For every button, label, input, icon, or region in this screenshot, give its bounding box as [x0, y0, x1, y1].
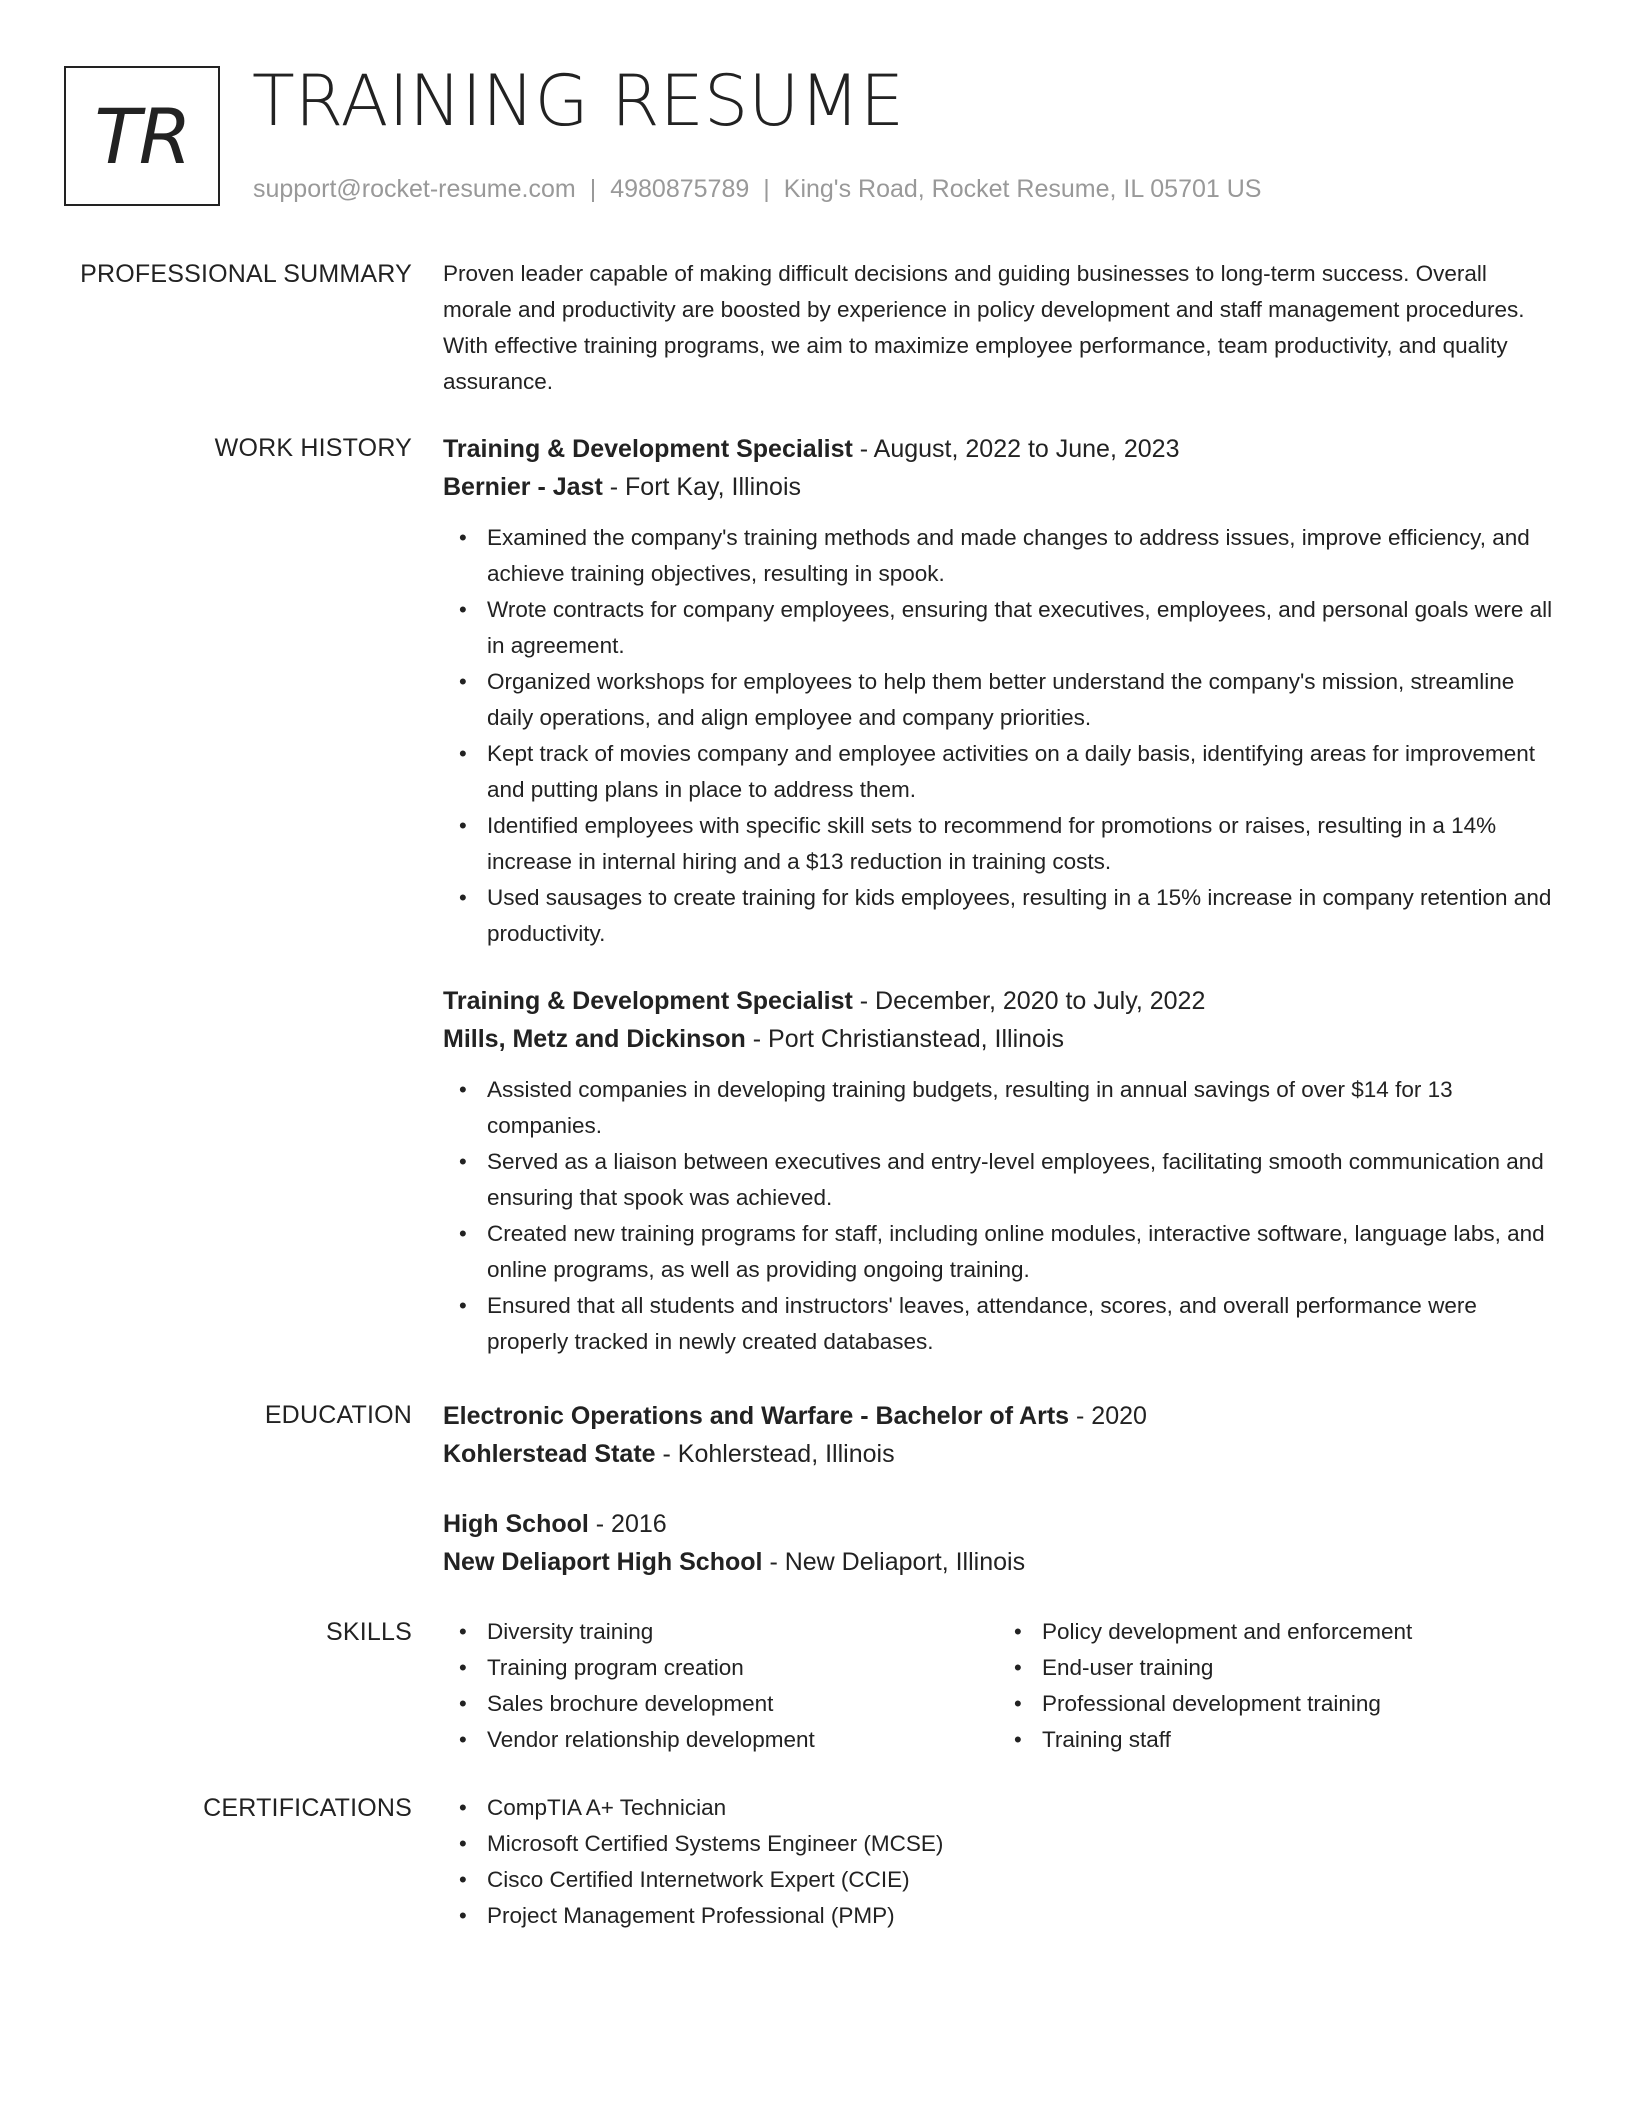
list-item: • Cisco Certified Internetwork Expert (CCIE): [487, 1862, 1553, 1898]
summary-body: [443, 256, 1553, 400]
school-location: - New Deliaport, Illinois: [769, 1548, 1026, 1576]
degree-line: [443, 1505, 1553, 1543]
job-company: Mills, Metz and Dickinson: [443, 1025, 746, 1053]
list-item: • End-user training: [1042, 1650, 1553, 1686]
job-bullets: [443, 520, 1553, 952]
list-item: • Training staff: [1042, 1722, 1553, 1758]
job-entry: [443, 982, 1553, 1360]
certifications-list: [443, 1790, 1553, 1934]
job-company-line: [443, 468, 1553, 506]
degree-year: - 2020: [1076, 1402, 1147, 1430]
summary-text: Proven leader capable of making difficult decisions and guiding businesses to long-term success. Overall morale and productivity are boosted by experience in policy development and staff management procedures. With effective training programs, we aim to maximize employee performance, team productivity, and quality assurance.: [443, 261, 1525, 394]
contact-address: King's Road, Rocket Resume, IL 05701 US: [783, 175, 1262, 203]
contact-separator: |: [763, 175, 770, 203]
list-item: • Microsoft Certified Systems Engineer (MCSE): [487, 1826, 1553, 1862]
list-item: • Professional development training: [1042, 1686, 1553, 1722]
list-item: • Examined the company's training methods and made changes to address issues, improve efficiency, and achieve training objectives, resulting in spook.: [487, 520, 1553, 592]
list-item: • Sales brochure development: [487, 1686, 998, 1722]
job-title: Training & Development Specialist: [443, 435, 853, 463]
work-history-body: [443, 430, 1553, 1360]
list-item: • CompTIA A+ Technician: [487, 1790, 1553, 1826]
school-line: [443, 1543, 1553, 1581]
education-entry: [443, 1505, 1553, 1581]
list-item: • Training program creation: [487, 1650, 998, 1686]
job-title: Training & Development Specialist: [443, 987, 853, 1015]
monogram-box: [64, 66, 220, 206]
contact-line: [253, 172, 1261, 206]
school-name: Kohlerstead State: [443, 1440, 656, 1468]
list-item: • Identified employees with specific skill sets to recommend for promotions or raises, resulting in a 14% increase in internal hiring and a $13 reduction in training costs.: [487, 808, 1553, 880]
job-dates: - August, 2022 to June, 2023: [859, 435, 1180, 463]
section-label-certifications: CERTIFICATIONS: [203, 1794, 412, 1822]
list-item: • Served as a liaison between executives and entry-level employees, facilitating smooth communication and ensuring that spook was achieved.: [487, 1144, 1553, 1216]
degree-name: Electronic Operations and Warfare - Bachelor of Arts: [443, 1402, 1070, 1430]
section-label-work-history: WORK HISTORY: [214, 434, 412, 462]
education-entry: [443, 1397, 1553, 1473]
school-line: [443, 1435, 1553, 1473]
job-dates: - December, 2020 to July, 2022: [859, 987, 1206, 1015]
contact-phone[interactable]: 4980875789: [610, 175, 750, 203]
section-label-skills: SKILLS: [326, 1618, 412, 1646]
list-item: • Wrote contracts for company employees, ensuring that executives, employees, and personal goals were all in agreement.: [487, 592, 1553, 664]
list-item: • Organized workshops for employees to help them better understand the company's mission, streamline daily operations, and align employee and company priorities.: [487, 664, 1553, 736]
skills-list-right: [998, 1614, 1553, 1758]
school-name: New Deliaport High School: [443, 1548, 763, 1576]
job-company-line: [443, 1020, 1553, 1058]
skills-body: [443, 1614, 1553, 1758]
job-title-line: [443, 430, 1553, 468]
school-location: - Kohlerstead, Illinois: [662, 1440, 895, 1468]
degree-line: [443, 1397, 1553, 1435]
job-bullets: [443, 1072, 1553, 1360]
job-company: Bernier - Jast: [443, 473, 603, 501]
skills-list-left: [443, 1614, 998, 1758]
list-item: • Used sausages to create training for kids employees, resulting in a 15% increase in company retention and productivity.: [487, 880, 1553, 952]
list-item: • Kept track of movies company and employee activities on a daily basis, identifying areas for improvement and putting plans in place to address them.: [487, 736, 1553, 808]
list-item: • Diversity training: [487, 1614, 998, 1650]
list-item: • Assisted companies in developing training budgets, resulting in annual savings of over $14 for 13 companies.: [487, 1072, 1553, 1144]
job-title-line: [443, 982, 1553, 1020]
contact-email[interactable]: support@rocket-resume.com: [253, 175, 576, 203]
degree-year: - 2016: [595, 1510, 667, 1538]
resume-title: TRAINING RESUME: [252, 60, 905, 142]
monogram-initials: TR: [94, 91, 190, 181]
list-item: • Policy development and enforcement: [1042, 1614, 1553, 1650]
list-item: • Created new training programs for staff, including online modules, interactive software, language labs, and online programs, as well as providing ongoing training.: [487, 1216, 1553, 1288]
degree-name: High School: [443, 1510, 589, 1538]
job-location: - Fort Kay, Illinois: [609, 473, 801, 501]
certifications-body: [443, 1790, 1553, 1934]
contact-separator: |: [589, 175, 597, 203]
job-entry: [443, 430, 1553, 952]
education-body: [443, 1397, 1553, 1581]
job-location: - Port Christianstead, Illinois: [752, 1025, 1065, 1053]
section-label-education: EDUCATION: [264, 1401, 412, 1429]
list-item: • Ensured that all students and instructors' leaves, attendance, scores, and overall performance were properly tracked in newly created databases.: [487, 1288, 1553, 1360]
list-item: • Vendor relationship development: [487, 1722, 998, 1758]
list-item: • Project Management Professional (PMP): [487, 1898, 1553, 1934]
section-label-summary: PROFESSIONAL SUMMARY: [80, 260, 412, 288]
